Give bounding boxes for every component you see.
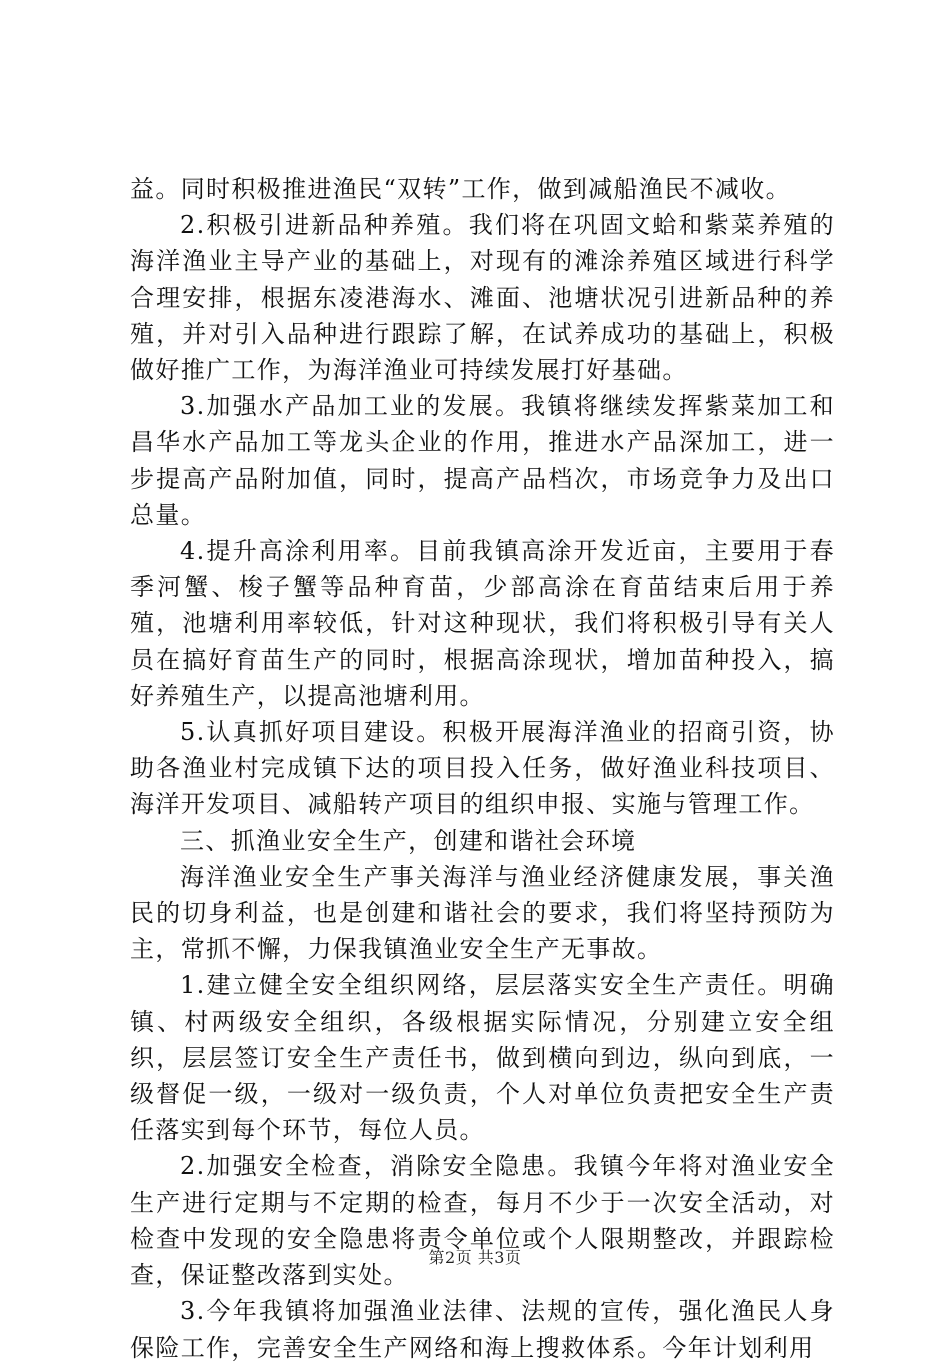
paragraph-processing: 3.加强水产品加工业的发展。我镇将继续发挥紫菜加工和昌华水产品加工等龙头企业的作用，推进水产品深加工，进一步提高产品附加值，同时，提高产品档次，市场竞争力及出口总量。	[130, 392, 835, 529]
page-footer: 第2页 共3页	[428, 1248, 522, 1267]
paragraph-safety-publicity: 3.今年我镇将加强渔业法律、法规的宣传，强化渔民人身保险工作，完善安全生产网络和海上搜救体系。今年计划利用	[130, 1297, 835, 1362]
paragraph-new-breeds: 2.积极引进新品种养殖。我们将在巩固文蛤和紫菜养殖的海洋渔业主导产业的基础上，对现有的滩涂养殖区域进行科学合理安排，根据东凌港海水、滩面、池塘状况引进新品种的养殖，并对引入品种进行跟踪了解，在试养成功的基础上，积极做好推广工作，为海洋渔业可持续发展打好基础。	[130, 211, 835, 385]
paragraph-safety-inspection: 2.加强安全检查，消除安全隐患。我镇今年将对渔业安全生产进行定期与不定期的检查，每月不少于一次安全活动，对检查中发现的安全隐患将责令单位或个人限期整改，并跟踪检查，保证整改落到实处。	[130, 1152, 835, 1290]
section-heading-safety: 三、抓渔业安全生产，创建和谐社会环境	[180, 826, 637, 855]
paragraph-high-beach: 4.提升高涂利用率。目前我镇高涂开发近亩，主要用于春季河蟹、梭子蟹等品种育苗，少部高涂在育苗结束后用于养殖，池塘利用率较低，针对这种现状，我们将积极引导有关人员在搞好育苗生产的同时，根据高涂现状，增加苗种投入，搞好养殖生产，以提高池塘利用。	[130, 537, 835, 710]
document-body	[130, 171, 835, 1366]
paragraph-safety-intro: 海洋渔业安全生产事关海洋与渔业经济健康发展，事关渔民的切身利益，也是创建和谐社会的要求，我们将坚持预防为主，常抓不懈，力保我镇渔业安全生产无事故。	[130, 862, 835, 964]
paragraph-continuation: 益。同时积极推进渔民“双转”工作，做到减船渔民不减收。	[130, 175, 791, 203]
paragraph-safety-network: 1.建立健全安全组织网络，层层落实安全生产责任。明确镇、村两级安全组织，各级根据实际情况，分别建立安全组织，层层签订安全生产责任书，做到横向到边，纵向到底，一级督促一级，一级对一级负责，个人对单位负责把安全生产责任落实到每个环节，每位人员。	[130, 971, 835, 1145]
paragraph-projects: 5.认真抓好项目建设。积极开展海洋渔业的招商引资，协助各渔业村完成镇下达的项目投入任务，做好渔业科技项目、海洋开发项目、减船转产项目的组织申报、实施与管理工作。	[130, 718, 835, 819]
